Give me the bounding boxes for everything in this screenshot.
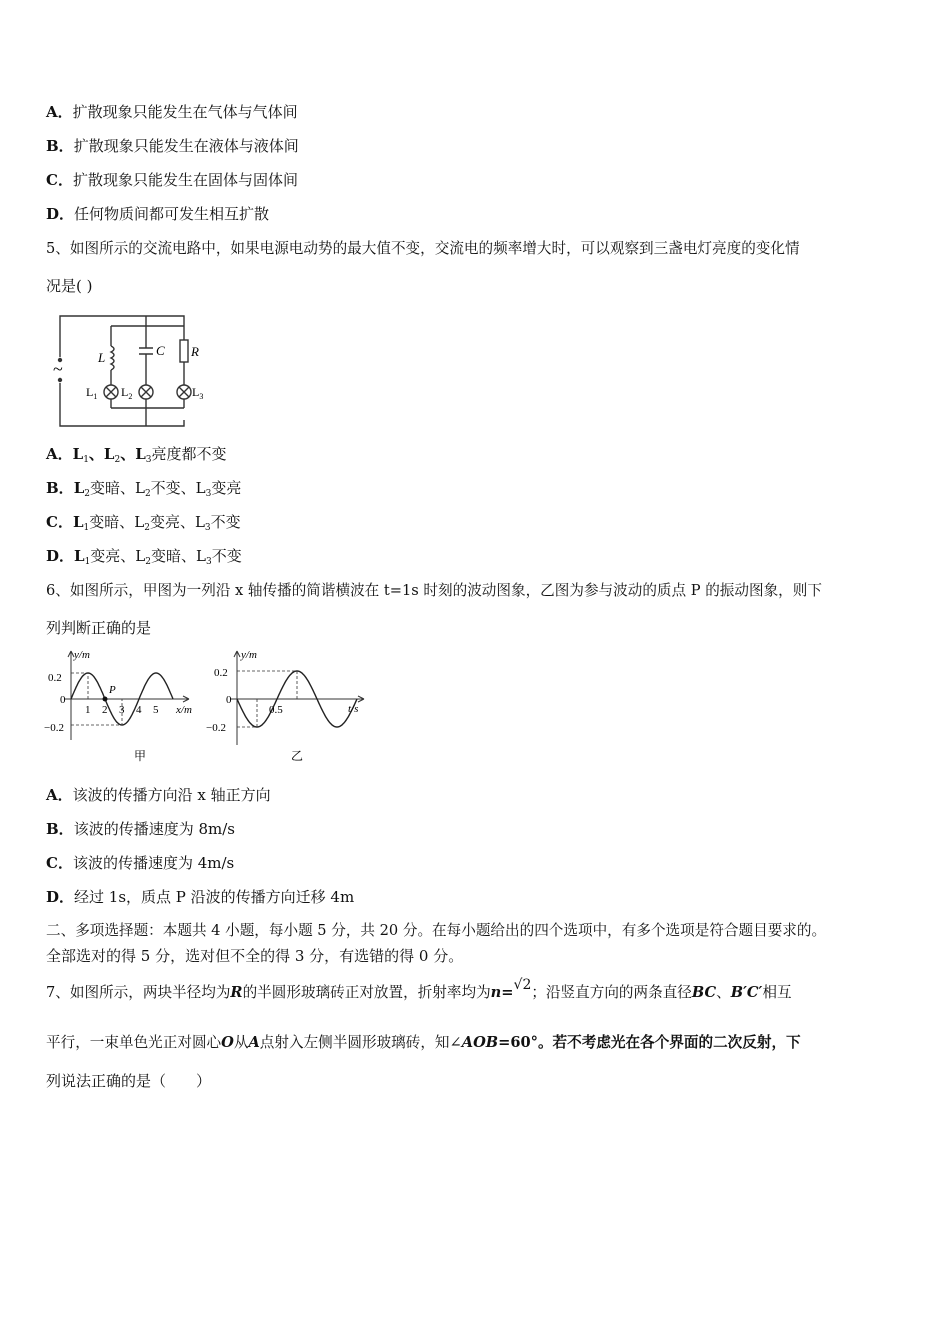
jia-ytick-top: 0.2 bbox=[48, 672, 62, 684]
inductor-label: L bbox=[98, 350, 106, 365]
yi-guide-peak bbox=[237, 671, 297, 699]
yi-guide-trough bbox=[237, 699, 257, 727]
yi-ytick-bottom: −0.2 bbox=[206, 722, 226, 734]
yi-title: 乙 bbox=[291, 749, 304, 763]
q6-option-b: B．该波的传播速度为 8m/s bbox=[46, 820, 235, 838]
jia-ytick-bottom: −0.2 bbox=[44, 722, 64, 734]
q4-option-d: D．任何物质间都可发生相互扩散 bbox=[46, 205, 270, 223]
yi-xtick-0.5: 0.5 bbox=[269, 704, 283, 716]
q6-option-a: A．该波的传播方向沿 x 轴正方向 bbox=[46, 786, 271, 804]
q5-option-a: A．$L_1$、$L_2$、$L_3$亮度都不变 bbox=[46, 445, 227, 465]
q4-option-a: A．扩散现象只能发生在气体与气体间 bbox=[46, 103, 298, 121]
jia-xtick-2: 2 bbox=[102, 704, 108, 716]
jia-ylabel: y/m bbox=[74, 649, 90, 661]
jia-point-label: P bbox=[109, 684, 116, 696]
jia-xlabel: x/m bbox=[176, 704, 192, 716]
q4-option-c: C．扩散现象只能发生在固体与固体间 bbox=[46, 171, 298, 189]
q5-circuit-diagram bbox=[46, 310, 221, 432]
q7-stem-line3: 列说法正确的是（ ） bbox=[46, 1072, 212, 1090]
jia-ytick-zero: 0 bbox=[60, 694, 66, 706]
yi-xlabel: t/s bbox=[348, 703, 359, 715]
jia-title: 甲 bbox=[134, 749, 147, 763]
q6-stem-line1: 6、如图所示，甲图为一列沿 x 轴传播的简谐横波在 t=1s 时刻的波动图象，乙图为参与波动的质点 P 的振动图象，则下 bbox=[46, 582, 822, 599]
capacitor-label: C bbox=[156, 343, 165, 358]
jia-guide-peak bbox=[71, 673, 88, 699]
q6-stem-line2: 列判断正确的是 bbox=[46, 619, 152, 637]
q6-option-d: D．经过 1s，质点 P 沿波的传播方向迁移 4m bbox=[46, 888, 355, 906]
q5-option-b: B．$L_2$变暗、$L_2$不变、$L_3$变亮 bbox=[46, 479, 242, 499]
yi-ytick-zero: 0 bbox=[226, 694, 232, 706]
jia-xtick-5: 5 bbox=[153, 704, 159, 716]
wave-graph-jia bbox=[44, 645, 204, 765]
lamp3-label: $L_3$ bbox=[192, 385, 204, 401]
q5-option-c: C．$L_1$变暗、$L_2$变亮、$L_3$不变 bbox=[46, 513, 241, 533]
yi-ylabel: y/m bbox=[241, 649, 257, 661]
q4-option-b: B．扩散现象只能发生在液体与液体间 bbox=[46, 137, 299, 155]
jia-xtick-3: 3 bbox=[119, 704, 125, 716]
q5-option-d: D．$L_1$变亮、$L_2$变暗、$L_3$不变 bbox=[46, 547, 242, 567]
q6-option-c: C．该波的传播速度为 4m/s bbox=[46, 854, 235, 872]
q5-stem-line2: 况是( ) bbox=[46, 277, 93, 295]
lamp2-label: $L_2$ bbox=[121, 385, 133, 401]
jia-xtick-1: 1 bbox=[85, 704, 91, 716]
q5-stem-line1: 5、如图所示的交流电路中，如果电源电动势的最大值不变，交流电的频率增大时，可以观察到三盏电灯亮度的变化情 bbox=[46, 240, 800, 257]
resistor-label: R bbox=[191, 344, 199, 359]
lamp1-label: $L_1$ bbox=[86, 385, 98, 401]
ac-source-symbol: ~ bbox=[53, 359, 63, 379]
jia-guide-trough bbox=[71, 699, 122, 725]
q7-stem-line2: 平行，一束单色光正对圆心O从A点射入左侧半圆形玻璃砖，知∠AOB=60°。若不考虑光在各个界面的二次反射，下 bbox=[46, 1034, 801, 1051]
jia-xtick-4: 4 bbox=[136, 704, 142, 716]
q7-stem-line1: 7、如图所示，两块半径均为R的半圆形玻璃砖正对放置，折射率均为n=√2；沿竖直方向的两条直径BC、B′C′相互 bbox=[46, 977, 792, 1001]
section2-header-line1: 二、多项选择题：本题共 4 小题，每小题 5 分，共 20 分。在每小题给出的四个选项中，有多个选项是符合题目要求的。 bbox=[46, 922, 827, 939]
jia-point-p bbox=[103, 697, 108, 702]
vibration-graph-yi bbox=[204, 645, 374, 765]
yi-ytick-top: 0.2 bbox=[214, 667, 228, 679]
section2-header-line2: 全部选对的得 5 分，选对但不全的得 3 分，有选错的得 0 分。 bbox=[46, 947, 464, 965]
